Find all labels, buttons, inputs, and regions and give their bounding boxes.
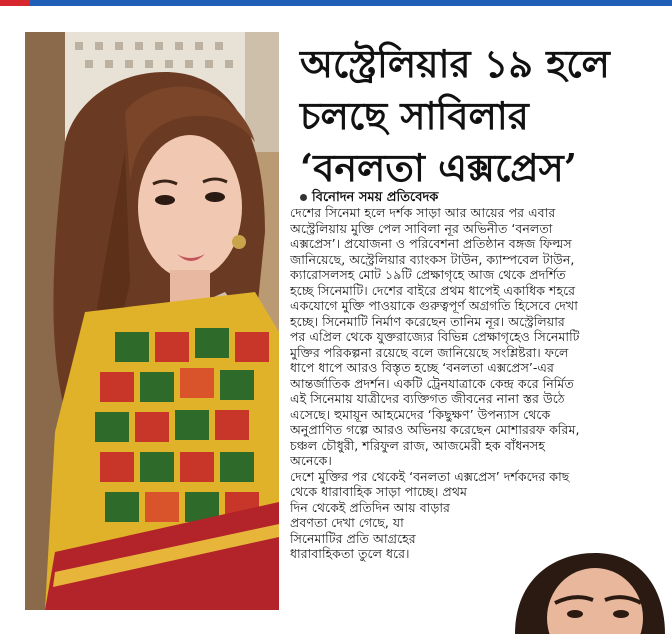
article-line: দেশের সিনেমা হলে দর্শক সাড়া আর আয়ের পর এবার	[290, 205, 556, 220]
article-line: হচ্ছে সিনেমাটি। দেশের বাইরে প্রথম ধাপেই একাধিক শহরে	[290, 282, 576, 298]
article-line: এই সিনেমায় যাত্রীদের ব্যক্তিগত জীবনের নানা স্তর উঠে	[290, 391, 565, 406]
article-line: দেশে মুক্তির পর থেকেই ‘বনলতা এক্সপ্রেস’ দর্শকদের কাছ	[290, 468, 570, 484]
article-line: ধারাবাহিকতা তুলে ধরে।	[290, 546, 410, 561]
article-line: দিন থেকেই প্রতিদিন আয় বাড়ার	[290, 499, 450, 515]
article-line: এসেছে। হুমায়ূন আহমেদের ‘কিছুক্ষণ’ উপন্যাস থেকে	[290, 406, 551, 422]
article-line: ক্যারোসলসহ মোট ১৯টি প্রেক্ষাগৃহে আজ থেকে প্রদর্শিত	[290, 267, 566, 282]
article-line: আন্তর্জাতিক প্রদর্শন। একটি ট্রেনযাত্রাকে কেন্দ্র করে নির্মিত	[290, 375, 574, 391]
headline-line: অস্ট্রেলিয়ার ১৯ হলে	[300, 41, 610, 86]
headline-line: চলছে সাবিলার	[300, 93, 529, 138]
article-line: অস্ট্রেলিয়ায় মুক্তি পেল সাবিলা নূর অভিনীত ‘বনলতা	[290, 220, 553, 236]
article-line: অনেকে।	[290, 453, 332, 468]
bullet-icon	[300, 194, 307, 201]
article-line: মুক্তির পরিকল্পনা রয়েছে বলে জানিয়েছে সংশ্লিষ্টরা। ফলে	[290, 344, 569, 360]
article-line: থেকে ধারাবাহিক সাড়া পাচ্ছে। প্রথম	[290, 484, 467, 499]
top-red-accent	[0, 0, 30, 6]
article-line: জানিয়েছে, অস্ট্রেলিয়ার ব্যাংকস টাউন, ক্যাম্পবেল টাউন,	[290, 251, 575, 267]
article-line: হচ্ছে। সিনেমাটি নির্মাণ করেছেন তানিম নূর। অস্ট্রেলিয়ার	[290, 313, 565, 329]
byline-text: বিনোদন সময় প্রতিবেদক	[312, 190, 439, 205]
inset-photo	[495, 548, 665, 634]
article-line: পর এপ্রিল থেকে যুক্তরাজ্যের বিভিন্ন প্রেক্ষাগৃহেও সিনেমাটি	[290, 329, 580, 344]
headline	[300, 38, 660, 194]
article-line: এক্সপ্রেস’। প্রযোজনা ও পরিবেশনা প্রতিষ্ঠান বঙ্গজ ফিল্মস	[290, 236, 572, 251]
article-line: প্রবণতা দেখা গেছে, যা	[290, 515, 404, 530]
headline-line: ‘বনলতা এক্সপ্রেস’	[300, 145, 577, 190]
top-color-bar	[0, 0, 672, 6]
article-line: সিনেমাটির প্রতি আগ্রহের	[290, 530, 416, 546]
article-line: একযোগে মুক্তি পাওয়াকে গুরুত্বপূর্ণ অগ্রগতি হিসেবে দেখা	[290, 298, 578, 313]
article-body	[290, 205, 660, 562]
article-line: চঞ্চল চৌধুরী, শরিফুল রাজ, আজমেরী হক বাঁধনসহ	[290, 437, 545, 453]
article-line: ধাপে ধাপে আরও বিস্তৃত হচ্ছে ‘বনলতা এক্সপ্রেস’-এর	[290, 360, 554, 375]
actress-photo	[25, 32, 279, 610]
article-line: অনুপ্রাণিত গল্পে আরও অভিনয় করেছেন মোশাররফ করিম,	[290, 422, 580, 437]
